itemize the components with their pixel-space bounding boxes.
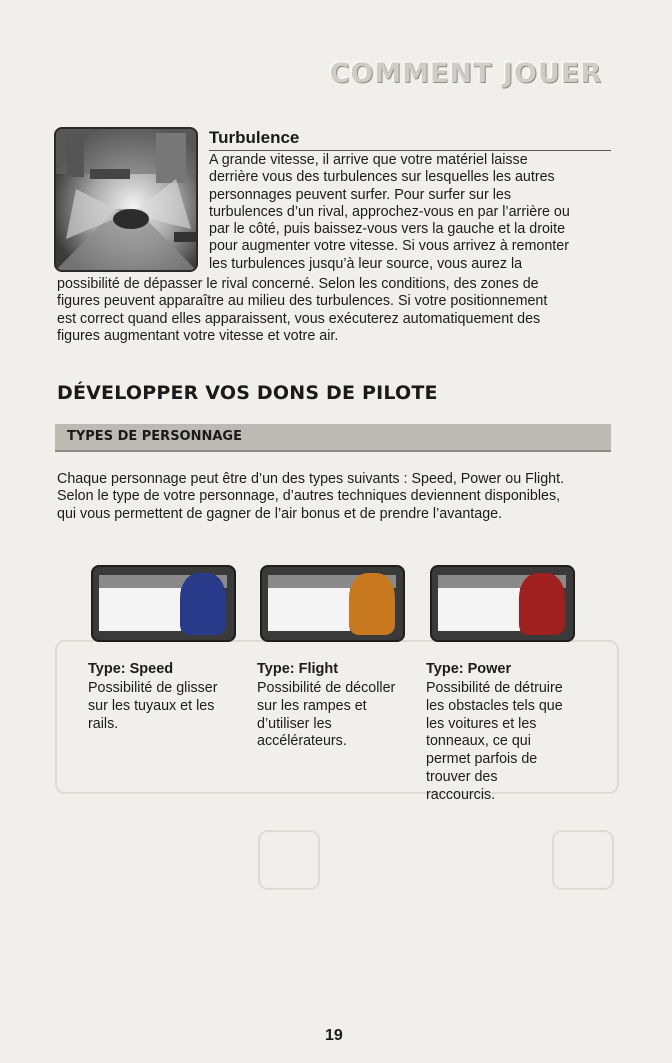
text-line: permet parfois de xyxy=(426,751,538,768)
screenshot-illustration xyxy=(56,129,196,270)
page-number: 19 xyxy=(325,1027,343,1044)
character-types-intro xyxy=(57,471,617,523)
text-line: rails. xyxy=(88,715,119,732)
text-line: turbulences d’un rival, approchez-vous en par l’arrière ou xyxy=(209,203,570,220)
text-line: personnages peuvent surfer. Pour surfer sur les xyxy=(209,186,511,203)
text-line: Possibilité de détruire xyxy=(426,680,563,696)
pilot-section-title: DÉVELOPPER VOS DONS DE PILOTE xyxy=(57,382,438,404)
turbulence-screenshot xyxy=(54,127,198,272)
speed-type-description xyxy=(88,680,218,733)
turbulence-title: Turbulence xyxy=(209,128,611,151)
text-line: accélérateurs. xyxy=(257,733,347,750)
speed-character-icon xyxy=(180,573,226,635)
text-line: pour augmenter votre vitesse. Si vous arrivez à remonter xyxy=(209,238,569,255)
text-line: est correct quand elles apparaissent, vous exécuterez automatiquement des xyxy=(57,310,541,327)
flight-type-description xyxy=(257,680,395,751)
turbulence-full-text xyxy=(57,276,617,345)
text-line: les obstacles tels que xyxy=(426,697,563,714)
text-line: Possibilité de glisser xyxy=(88,680,218,696)
bleed-through-icon-box xyxy=(258,830,320,890)
text-line: les voitures et les xyxy=(426,715,537,732)
subheading-label: TYPES DE PERSONNAGE xyxy=(67,429,242,444)
turbulence-wrapped-text xyxy=(209,152,614,273)
power-type-description xyxy=(426,680,563,805)
text-line: sur les tuyaux et les xyxy=(88,697,215,714)
text-line: Possibilité de décoller xyxy=(257,680,396,696)
text-line: tonneaux, ce qui xyxy=(426,733,531,750)
flight-character-icon xyxy=(349,573,395,635)
text-line: qui vous permettent de gagner de l’air bonus et de prendre l’avantage. xyxy=(57,505,503,522)
flight-character-card xyxy=(260,565,405,642)
text-line: figures augmentant votre vitesse et votre air. xyxy=(57,327,339,344)
text-line: Chaque personnage peut être d’un des types suivants : Speed, Power ou Flight. xyxy=(57,471,565,487)
text-line: derrière vous des turbulences sur lesquelles les autres xyxy=(209,169,555,186)
flight-type-label: Type: Flight xyxy=(257,661,339,677)
text-line: raccourcis. xyxy=(426,786,496,803)
power-character-card xyxy=(430,565,575,642)
text-line: d’utiliser les xyxy=(257,715,332,732)
text-line: A grande vitesse, il arrive que votre matériel laisse xyxy=(209,152,528,168)
speed-character-card xyxy=(91,565,236,642)
text-line: possibilité de dépasser le rival concerné. Selon les conditions, des zones de xyxy=(57,276,539,292)
text-line: figures peuvent apparaître au milieu des turbulences. Si votre positionnement xyxy=(57,293,548,310)
text-line: sur les rampes et xyxy=(257,697,367,714)
bleed-through-icon-box xyxy=(552,830,614,890)
character-types-subheading xyxy=(55,424,611,452)
text-line: Selon le type de votre personnage, d’autres techniques deviennent disponibles, xyxy=(57,488,561,505)
text-line: trouver des xyxy=(426,768,498,785)
power-type-label: Type: Power xyxy=(426,661,512,677)
power-character-icon xyxy=(519,573,565,635)
page-header-title: COMMENT JOUER xyxy=(329,58,602,89)
text-line: les turbulences jusqu’à leur source, vous aurez la xyxy=(209,255,523,272)
speed-type-label: Type: Speed xyxy=(88,661,174,677)
text-line: par le côté, puis baissez-vous vers la gauche et la droite xyxy=(209,221,566,238)
